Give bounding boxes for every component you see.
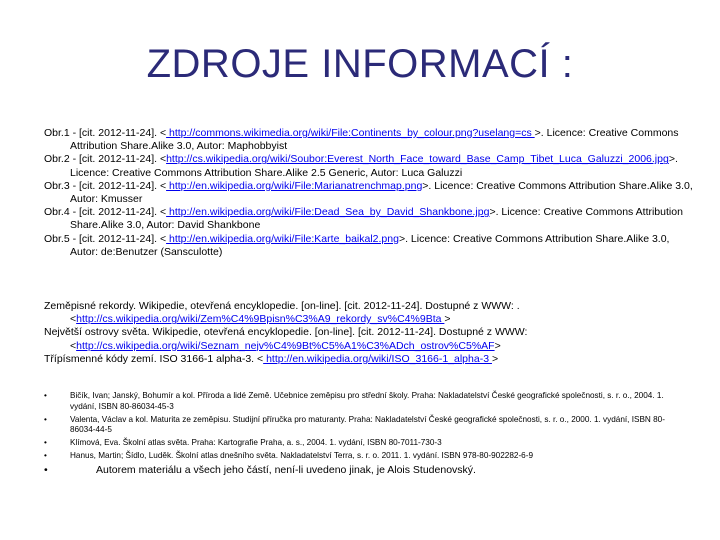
image-source-item	[44, 153, 694, 179]
reference-text: Obr.2 - [cit. 2012-11-24]. <	[44, 153, 167, 166]
reference-link[interactable]: http://cs.wikipedia.org/wiki/Seznam_nejv%C4%9Bt%C5%A1%C3%ADch_ostrov%C5%AF	[76, 339, 495, 352]
bibliography-item	[44, 438, 684, 449]
bibliography-text: Klímová, Eva. Školní atlas světa. Praha: Kartografie Praha, a. s., 2004. 1. vydání, ISBN 80-7011-730-3	[70, 438, 442, 448]
reference-suffix: >	[491, 352, 499, 365]
reference-text: Obr.5 - [cit. 2012-11-24]. <	[44, 232, 167, 245]
web-source-item	[44, 300, 694, 326]
reference-text: Největší ostrovy světa. Wikipedie, otevřená encyklopedie. [on-line]. [cit. 2012-11-24]. Dostupné z WWW: <	[44, 326, 528, 352]
reference-link[interactable]: http://cs.wikipedia.org/wiki/Soubor:Everest_North_Face_toward_Base_Camp_Tibet_Luca_Galuzzi_2006.jpg	[166, 153, 669, 166]
reference-suffix: >	[444, 313, 451, 326]
bibliography-text: Bičík, Ivan; Janský, Bohumír a kol. Příroda a lidé Země. Učebnice zeměpisu pro střední školy. Praha: Nakladatelství České geografické společnosti, s. r. o., 2004. 1. vydání, ISBN 80-86034-45-3	[70, 391, 664, 411]
web-source-item	[44, 353, 694, 366]
reference-text: Obr.4 - [cit. 2012-11-24]. <	[44, 206, 167, 219]
reference-link[interactable]: http://en.wikipedia.org/wiki/ISO_3166-1_alpha-3	[263, 352, 492, 365]
reference-suffix: >. Licence: Creative Commons Attribution Share.Alike 3.0, Autor: Kmusser	[70, 179, 693, 206]
image-source-item	[44, 206, 694, 232]
bullet-icon: •	[44, 414, 47, 424]
reference-text: Obr.3 - [cit. 2012-11-24]. <	[44, 179, 167, 192]
web-source-item	[44, 326, 694, 352]
reference-suffix: >. Licence: Creative Commons Attribution Share.Alike 3.0, Autor: David Shankbone	[70, 206, 683, 232]
bibliography-text: Valenta, Václav a kol. Maturita ze zeměpisu. Studijní příručka pro maturanty. Praha: Nakladatelství České geografické společnosti, s. r. o., 2000. 1. vydání, ISBN 80-86034-44-5	[70, 414, 665, 435]
author-note-item	[44, 464, 684, 477]
reference-link[interactable]: http://en.wikipedia.org/wiki/File:Dead_Sea_by_David_Shankbone.jpg	[166, 206, 490, 219]
bullet-icon: •	[44, 450, 47, 460]
image-source-item	[44, 233, 694, 259]
reference-text: Třípísmenné kódy zemí. ISO 3166-1 alpha-3. <	[44, 352, 264, 365]
bibliography-item	[44, 415, 684, 437]
image-source-item	[44, 127, 694, 153]
reference-link[interactable]: http://cs.wikipedia.org/wiki/Zem%C4%9Bpisn%C3%A9_rekordy_sv%C4%9Bta	[76, 313, 445, 326]
bullet-icon: •	[44, 391, 47, 400]
bibliography-text: Hanus, Martin; Šídlo, Luděk. Školní atlas dnešního světa. Nakladatelství Terra, s. r. o. 2011. 1. vydání. ISBN 978-80-902282-6-9	[70, 450, 534, 460]
reference-suffix: >. Licence: Creative Commons Attribution Share.Alike 2.5 Generic, Autor: Luca Galuzzi	[70, 153, 678, 179]
bibliography-item	[44, 451, 684, 462]
image-sources-list	[44, 127, 694, 259]
bibliography-item	[44, 391, 684, 413]
web-sources-list	[44, 300, 694, 366]
reference-text: Obr.1 - [cit. 2012-11-24]. <	[44, 127, 167, 139]
bibliography-list	[44, 391, 684, 477]
page-title: ZDROJE INFORMACÍ :	[146, 42, 574, 86]
reference-suffix: >	[494, 339, 501, 352]
author-note: Autorem materiálu a všech jeho částí, není-li uvedeno jinak, je Alois Studenovský.	[96, 463, 476, 476]
bullet-icon: •	[44, 438, 47, 448]
reference-link[interactable]: http://en.wikipedia.org/wiki/File:Karte_baikal2.png	[166, 232, 399, 245]
reference-suffix: >. Licence: Creative Commons Attribution Share.Alike 3.0, Autor: de:Benutzer (Sansculotte)	[70, 232, 670, 258]
reference-link[interactable]: http://en.wikipedia.org/wiki/File:Marianatrenchmap.png	[166, 179, 423, 192]
reference-suffix: >. Licence: Creative Commons Attribution Share.Alike 3.0, Autor: Maphobbyist	[70, 127, 679, 153]
reference-text: Zeměpisné rekordy. Wikipedie, otevřená encyklopedie. [on-line]. [cit. 2012-11-24]. Dostupné z WWW: .<	[44, 300, 520, 326]
bullet-icon: •	[44, 463, 48, 476]
reference-link[interactable]: http://commons.wikimedia.org/wiki/File:Continents_by_colour.png?uselang=cs	[166, 127, 535, 139]
image-source-item	[44, 180, 694, 206]
